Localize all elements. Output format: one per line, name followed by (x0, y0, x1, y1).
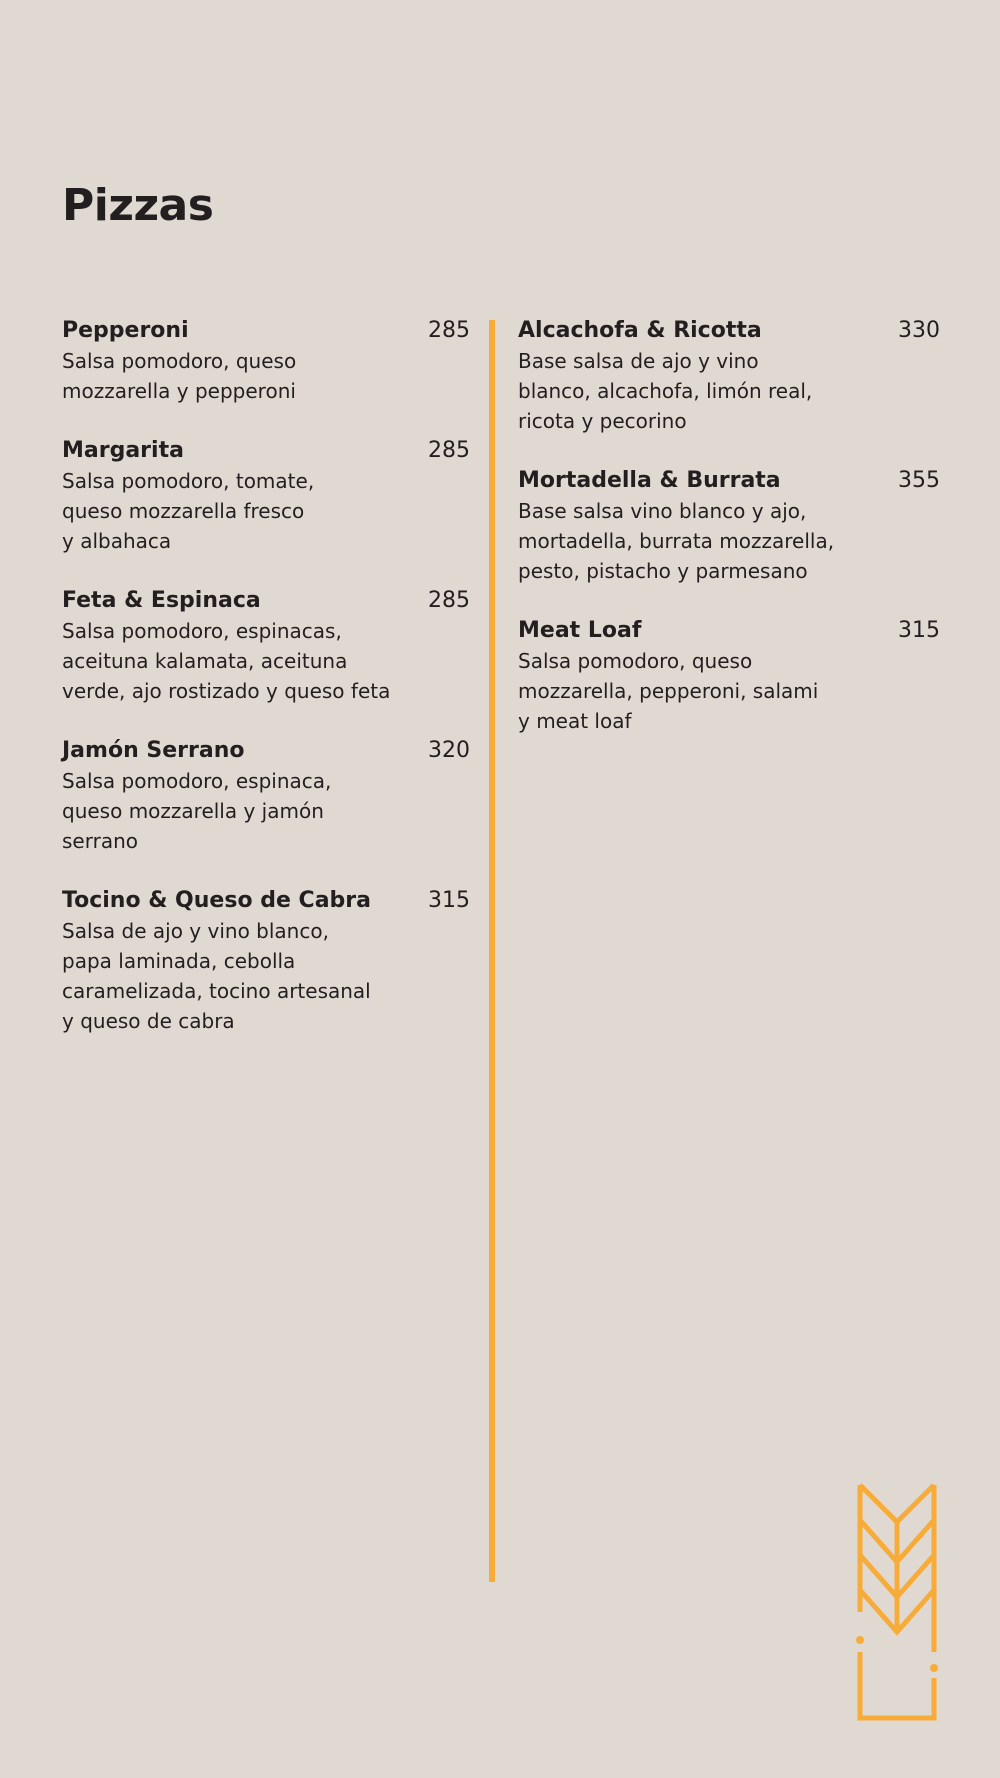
menu-item (62, 316, 470, 406)
item-name: Meat Loaf (518, 618, 642, 643)
item-price: 285 (428, 588, 470, 613)
item-description: Salsa pomodoro, tomate, queso mozzarella fresco y albahaca (62, 469, 315, 553)
item-description: Salsa pomodoro, espinacas, aceituna kalamata, aceituna verde, ajo rostizado y queso feta (62, 619, 391, 703)
item-description: Salsa de ajo y vino blanco, papa laminada, cebolla caramelizada, tocino artesanal y queso de cabra (62, 919, 371, 1033)
menu-item (518, 466, 940, 586)
menu-column-right (518, 316, 940, 766)
item-price: 315 (428, 888, 470, 913)
menu-item (62, 586, 470, 706)
item-name: Margarita (62, 438, 184, 463)
item-description: Base salsa de ajo y vino blanco, alcachofa, limón real, ricota y pecorino (518, 349, 813, 433)
item-price: 355 (898, 468, 940, 493)
item-name: Mortadella & Burrata (518, 468, 781, 493)
menu-column-left (62, 316, 470, 1066)
menu-item (62, 886, 470, 1036)
item-name: Tocino & Queso de Cabra (62, 888, 371, 913)
wheat-logo-icon (855, 1480, 945, 1725)
item-name: Pepperoni (62, 318, 189, 343)
item-price: 315 (898, 618, 940, 643)
item-description: Salsa pomodoro, espinaca, queso mozzarella y jamón serrano (62, 769, 332, 853)
item-price: 320 (428, 738, 470, 763)
item-description: Salsa pomodoro, queso mozzarella, pepperoni, salami y meat loaf (518, 649, 819, 733)
item-name: Jamón Serrano (62, 738, 245, 763)
item-price: 330 (898, 318, 940, 343)
menu-item (518, 316, 940, 436)
page-title: Pizzas (62, 180, 214, 231)
menu-item (518, 616, 940, 736)
menu-item (62, 736, 470, 856)
item-name: Alcachofa & Ricotta (518, 318, 762, 343)
menu-item (62, 436, 470, 556)
item-price: 285 (428, 318, 470, 343)
item-price: 285 (428, 438, 470, 463)
column-divider (489, 320, 495, 1582)
item-name: Feta & Espinaca (62, 588, 261, 613)
item-description: Salsa pomodoro, queso mozzarella y pepperoni (62, 349, 297, 403)
item-description: Base salsa vino blanco y ajo, mortadella, burrata mozzarella, pesto, pistacho y parmesano (518, 499, 835, 583)
